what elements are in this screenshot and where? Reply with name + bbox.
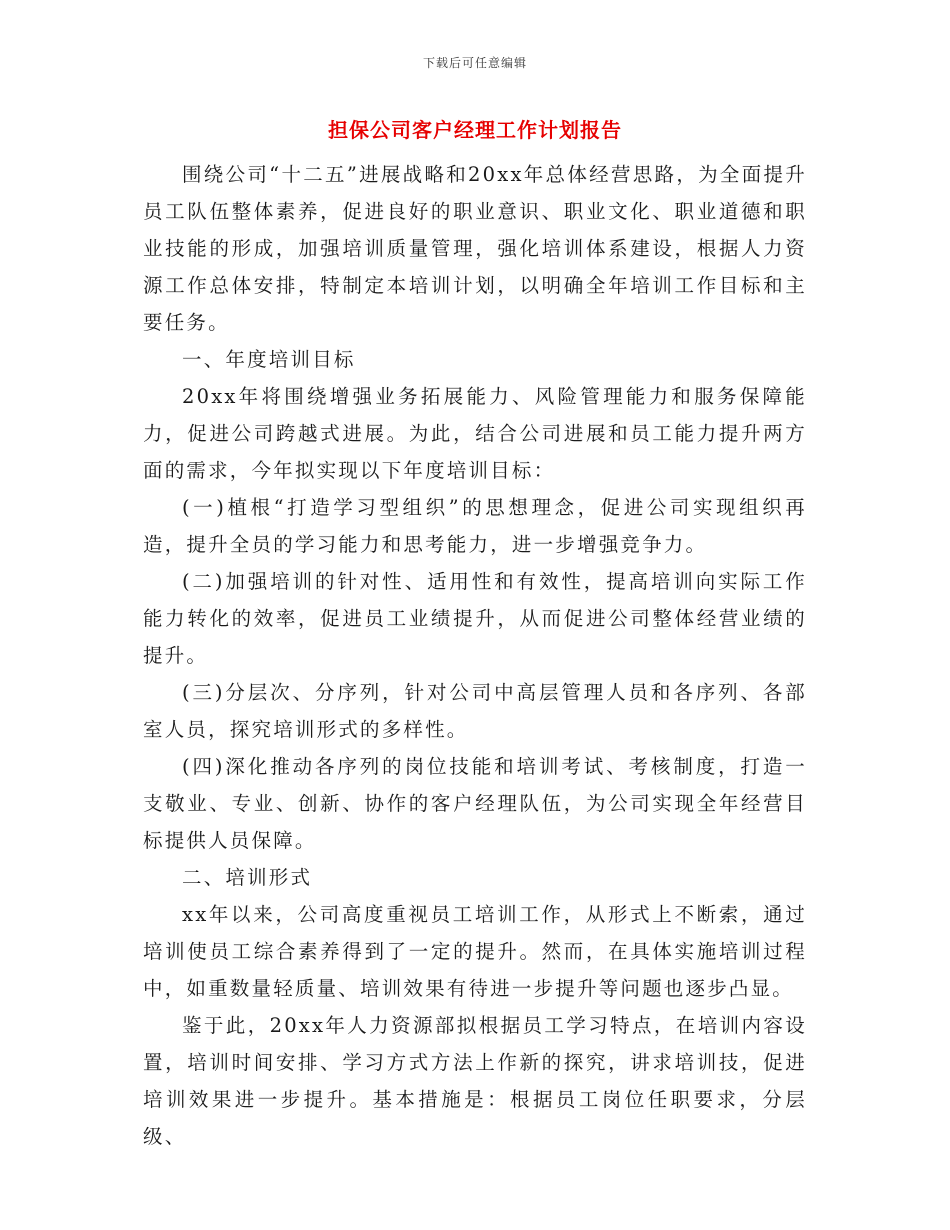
training-goals-intro: 20xx年将围绕增强业务拓展能力、风险管理能力和服务保障能力，促进公司跨越式进展。为此，结合公司进展和员工能力提升两方面的需求，今年拟实现以下年度培训目标：: [143, 385, 807, 482]
goal-item-2: (二)加强培训的针对性、适用性和有效性，提高培训向实际工作能力转化的效率，促进员工业绩提升，从而促进公司整体经营业绩的提升。: [143, 570, 807, 667]
goal-item-1: (一)植根“打造学习型组织”的思想理念，促进公司实现组织再造，提升全员的学习能力和思考能力，进一步增强竞争力。: [143, 496, 807, 556]
document-body: [143, 156, 807, 1155]
intro-paragraph: 围绕公司“十二五”进展战略和20xx年总体经营思路，为全面提升员工队伍整体素养，促进良好的职业意识、职业文化、职业道德和职业技能的形成，加强培训质量管理，强化培训体系建设，根据人力资源工作总体安排，特制定本培训计划，以明确全年培训工作目标和主要任务。: [143, 163, 807, 334]
training-form-paragraph-1: xx年以来，公司高度重视员工培训工作，从形式上不断索，通过培训使员工综合素养得到了一定的提升。然而，在具体实施培训过程中，如重数量轻质量、培训效果有待进一步提升等问题也逐步凸显。: [143, 903, 807, 1000]
page-header-note: 下载后可任意编辑: [422, 56, 527, 70]
section-heading-training-goals: 一、年度培训目标: [182, 348, 356, 371]
section-heading-training-form: 二、培训形式: [182, 866, 313, 889]
goal-item-3: (三)分层次、分序列，针对公司中高层管理人员和各序列、各部室人员，探究培训形式的多样性。: [143, 681, 807, 741]
training-form-paragraph-2: 鉴于此，20xx年人力资源部拟根据员工学习特点，在培训内容设置，培训时间安排、学习方式方法上作新的探究，讲求培训技，促进培训效果进一步提升。基本措施是：根据员工岗位任职要求，分层级、: [143, 1014, 807, 1148]
document-title: 担保公司客户经理工作计划报告: [328, 118, 622, 142]
goal-item-4: (四)深化推动各序列的岗位技能和培训考试、考核制度，打造一支敬业、专业、创新、协作的客户经理队伍，为公司实现全年经营目标提供人员保障。: [143, 755, 807, 852]
